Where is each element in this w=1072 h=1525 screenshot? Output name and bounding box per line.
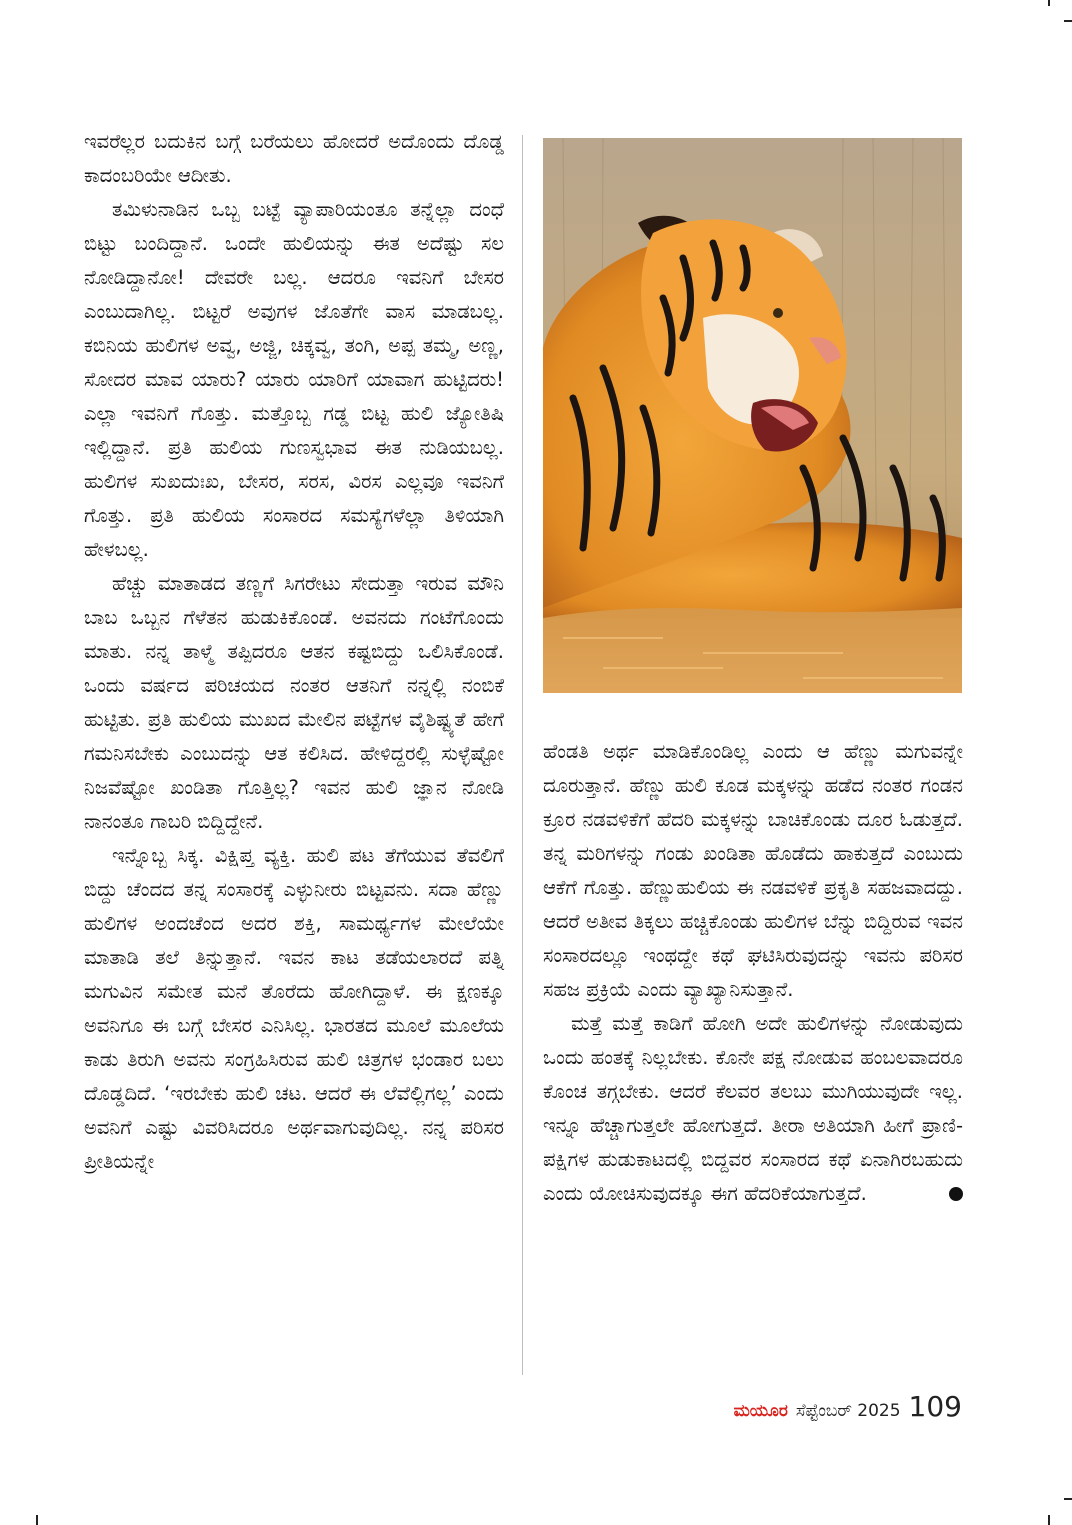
paragraph: ಹೆಚ್ಚು ಮಾತಾಡದ ತಣ್ಣಗೆ ಸಿಗರೇಟು ಸೇದುತ್ತಾ ಇರುವ ಮೌನಿ ಬಾಬ ಒಬ್ಬನ ಗೆಳೆತನ ಹುಡುಕಿಕೊಂಡೆ. ಅವನದು ಗಂಟೆಗೊಂದು ಮಾತು. ನನ್ನ ತಾಳ್ಮೆ ತಪ್ಪಿದರೂ ಆತನ ಕಷ್ಟಬಿದ್ದು ಒಲಿಸಿಕೊಂಡೆ. ಒಂದು ವರ್ಷದ ಪರಿಚಯದ ನಂತರ ಆತನಿಗೆ ನನ್ನಲ್ಲಿ ನಂಬಿಕೆ ಹುಟ್ಟಿತು. ಪ್ರತಿ ಹುಲಿಯ ಮುಖದ ಮೇಲಿನ ಪಟ್ಟೆಗಳ ವೈಶಿಷ್ಟ್ಯತೆ ಹೇಗೆ ಗಮನಿಸಬೇಕು ಎಂಬುದನ್ನು ಆತ ಕಲಿಸಿದ. ಹೇಳಿದ್ದರಲ್ಲಿ ಸುಳ್ಳೆಷ್ಟೋ ನಿಜವೆಷ್ಟೋ ಖಂಡಿತಾ ಗೊತ್ತಿಲ್ಲ? ಇವನ ಹುಲಿ ಜ್ಞಾನ ನೋಡಿ ನಾನಂತೂ ಗಾಬರಿ ಬಿದ್ದಿದ್ದೇನೆ. <box>84 572 504 833</box>
paragraph: ಹೆಂಡತಿ ಅರ್ಥ ಮಾಡಿಕೊಂಡಿಲ್ಲ ಎಂದು ಆ ಹೆಣ್ಣು ಮಗುವನ್ನೇ ದೂರುತ್ತಾನೆ. ಹೆಣ್ಣು ಹುಲಿ ಕೂಡ ಮಕ್ಕಳನ್ನು ಹಡೆದ ನಂತರ ಗಂಡನ ಕ್ರೂರ ನಡವಳಿಕೆಗೆ ಹೆದರಿ ಮಕ್ಕಳನ್ನು ಬಾಚಿಕೊಂಡು ದೂರ ಓಡುತ್ತದೆ. ತನ್ನ ಮರಿಗಳನ್ನು ಗಂಡು ಖಂಡಿತಾ ಹೊಡೆದು ಹಾಕುತ್ತದೆ ಎಂಬುದು ಆಕೆಗೆ ಗೊತ್ತು. ಹೆಣ್ಣುಹುಲಿಯ ಈ ನಡವಳಿಕೆ ಪ್ರಕೃತಿ ಸಹಜವಾದದ್ದು. ಆದರೆ ಅತೀವ ತಿಕ್ಕಲು ಹಚ್ಚಿಕೊಂಡು ಹುಲಿಗಳ ಬೆನ್ನು ಬಿದ್ದಿರುವ ಇವನ ಸಂಸಾರದಲ್ಲೂ ಇಂಥದ್ದೇ ಕಥೆ ಘಟಿಸಿರುವುದನ್ನು ಇವನು ಪರಿಸರ ಸಹಜ ಪ್ರಕ್ರಿಯೆ ಎಂದು ವ್ಯಾಖ್ಯಾನಿಸುತ್ತಾನೆ. <box>543 740 963 1001</box>
crop-mark-bottom-left <box>36 1515 38 1525</box>
magazine-brand: ಮಯೂರ <box>733 1401 788 1421</box>
crop-mark-right-upper <box>1064 20 1072 22</box>
paragraph: ಇವರೆಲ್ಲರ ಬದುಕಿನ ಬಗ್ಗೆ ಬರೆಯಲು ಹೋದರೆ ಅದೊಂದು ದೊಡ್ಡ ಕಾದಂಬರಿಯೇ ಆದೀತು. <box>84 130 504 187</box>
tiger-photo <box>543 138 962 693</box>
paragraph-text: ಮತ್ತೆ ಮತ್ತೆ ಕಾಡಿಗೆ ಹೋಗಿ ಅದೇ ಹುಲಿಗಳನ್ನು ನೋಡುವುದು ಒಂದು ಹಂತಕ್ಕೆ ನಿಲ್ಲಬೇಕು. ಕೊನೇ ಪಕ್ಷ ನೋಡುವ ಹಂಬಲವಾದರೂ ಕೊಂಚ ತಗ್ಗಬೇಕು. ಆದರೆ ಕೆಲವರ ತಲಬು ಮುಗಿಯುವುದೇ ಇಲ್ಲ. ಇನ್ನೂ ಹೆಚ್ಚಾಗುತ್ತಲೇ ಹೋಗುತ್ತದೆ. ತೀರಾ ಅತಿಯಾಗಿ ಹೀಗೆ ಪ್ರಾಣಿ- ಪಕ್ಷಿಗಳ ಹುಡುಕಾಟದಲ್ಲಿ ಬಿದ್ದವರ ಸಂಸಾರದ ಕಥೆ ಏನಾಗಿರಬಹುದು ಎಂದು ಯೋಚಿಸುವುದಕ್ಕೂ ಈಗ ಹೆದರಿಕೆಯಾಗುತ್ತದೆ. <box>543 1012 963 1205</box>
article-column-left <box>84 125 504 1179</box>
article-column-right <box>543 735 963 1211</box>
end-mark-icon <box>949 1187 963 1201</box>
page-footer <box>734 1390 962 1430</box>
crop-mark-bottom-right <box>1048 1515 1050 1525</box>
tiger-photo-icon <box>543 138 962 693</box>
paragraph <box>543 1007 963 1211</box>
crop-mark-top-right <box>1048 0 1050 6</box>
issue-date: ಸೆಪ್ಟೆಂಬರ್ 2025 <box>795 1401 901 1421</box>
page-number: 109 <box>908 1390 962 1423</box>
paragraph: ತಮಿಳುನಾಡಿನ ಒಬ್ಬ ಬಟ್ಟೆ ವ್ಯಾಪಾರಿಯಂತೂ ತನ್ನೆಲ್ಲಾ ದಂಧೆ ಬಿಟ್ಟು ಬಂದಿದ್ದಾನೆ. ಒಂದೇ ಹುಲಿಯನ್ನು ಈತ ಅದೆಷ್ಟು ಸಲ ನೋಡಿದ್ದಾನೋ! ದೇವರೇ ಬಲ್ಲ. ಆದರೂ ಇವನಿಗೆ ಬೇಸರ ಎಂಬುದಾಗಿಲ್ಲ. ಬಿಟ್ಟರೆ ಅವುಗಳ ಜೊತೆಗೇ ವಾಸ ಮಾಡಬಲ್ಲ. ಕಬಿನಿಯ ಹುಲಿಗಳ ಅವ್ವ, ಅಜ್ಜಿ, ಚಿಕ್ಕವ್ವ, ತಂಗಿ, ಅಪ್ಪ ತಮ್ಮ, ಅಣ್ಣ, ಸೋದರ ಮಾವ ಯಾರು? ಯಾರು ಯಾರಿಗೆ ಯಾವಾಗ ಹುಟ್ಟಿದರು! ಎಲ್ಲಾ ಇವನಿಗೆ ಗೊತ್ತು. ಮತ್ತೊಬ್ಬ ಗಡ್ಡ ಬಿಟ್ಟ ಹುಲಿ ಜ್ಯೋತಿಷಿ ಇಲ್ಲಿದ್ದಾನೆ. ಪ್ರತಿ ಹುಲಿಯ ಗುಣಸ್ವಭಾವ ಈತ ನುಡಿಯಬಲ್ಲ. ಹುಲಿಗಳ ಸುಖದುಃಖ, ಬೇಸರ, ಸರಸ, ವಿರಸ ಎಲ್ಲವೂ ಇವನಿಗೆ ಗೊತ್ತು. ಪ್ರತಿ ಹುಲಿಯ ಸಂಸಾರದ ಸಮಸ್ಯೆಗಳೆಲ್ಲಾ ತಿಳಿಯಾಗಿ ಹೇಳಬಲ್ಲ. <box>84 198 504 561</box>
paragraph: ಇನ್ನೊಬ್ಬ ಸಿಕ್ಕ. ವಿಕ್ಷಿಪ್ತ ವ್ಯಕ್ತಿ. ಹುಲಿ ಪಟ ತೆಗೆಯುವ ತೆವಲಿಗೆ ಬಿದ್ದು ಚೆಂದದ ತನ್ನ ಸಂಸಾರಕ್ಕೆ ಎಳ್ಳುನೀರು ಬಿಟ್ಟವನು. ಸದಾ ಹೆಣ್ಣು ಹುಲಿಗಳ ಅಂದಚೆಂದ ಅದರ ಶಕ್ತಿ, ಸಾಮರ್ಥ್ಯಗಳ ಮೇಲೆಯೇ ಮಾತಾಡಿ ತಲೆ ತಿನ್ನುತ್ತಾನೆ. ಇವನ ಕಾಟ ತಡೆಯಲಾರದೆ ಪತ್ನಿ ಮಗುವಿನ ಸಮೇತ ಮನೆ ತೊರೆದು ಹೋಗಿದ್ದಾಳೆ. ಈ ಕ್ಷಣಕ್ಕೂ ಅವನಿಗೂ ಈ ಬಗ್ಗೆ ಬೇಸರ ಎನಿಸಿಲ್ಲ. ಭಾರತದ ಮೂಲೆ ಮೂಲೆಯ ಕಾಡು ತಿರುಗಿ ಅವನು ಸಂಗ್ರಹಿಸಿರುವ ಹುಲಿ ಚಿತ್ರಗಳ ಭಂಡಾರ ಬಲು ದೊಡ್ಡದಿದೆ. ‘ಇರಬೇಕು ಹುಲಿ ಚಟ. ಆದರೆ ಈ ಲೆವೆಲ್ಲಿಗಲ್ಲ’ ಎಂದು ಅವನಿಗೆ ಎಷ್ಟು ವಿವರಿಸಿದರೂ ಅರ್ಥವಾಗುವುದಿಲ್ಲ. ನನ್ನ ಪರಿಸರ ಪ್ರೀತಿಯನ್ನೇ <box>84 844 504 1173</box>
column-divider <box>522 135 523 1375</box>
crop-mark-right-lower <box>1064 1498 1072 1500</box>
